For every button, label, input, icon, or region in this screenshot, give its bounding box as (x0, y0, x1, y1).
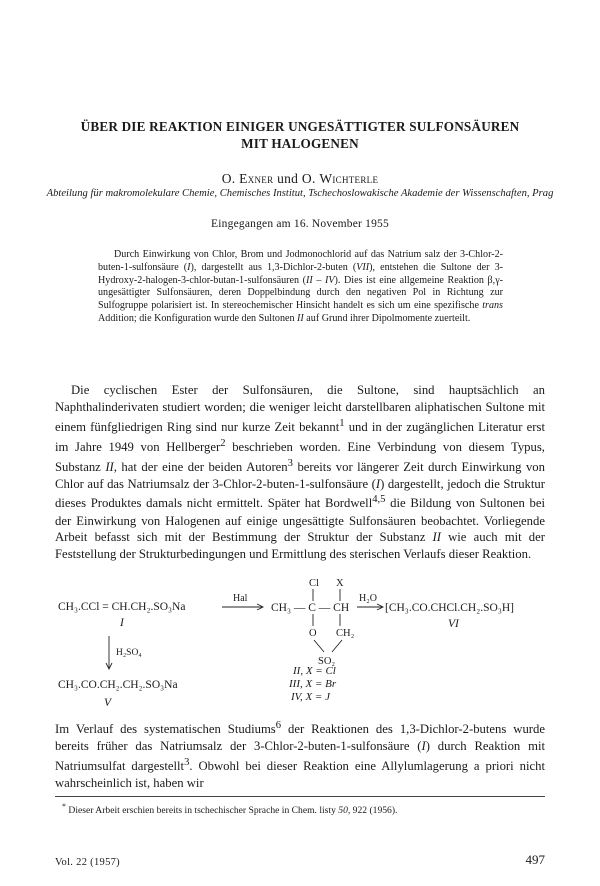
continuation-paragraph (55, 718, 545, 792)
compound-I-label: I (120, 617, 124, 629)
compound-I-formula: CH₃.CCl = CH.CH₂.SO₃Na (58, 601, 186, 613)
abstract-compound-ref: II (297, 312, 304, 324)
sultone-IV-key: IV, X = J (291, 691, 330, 703)
compound-V-label: V (104, 697, 112, 709)
author-conjunction: und (273, 171, 302, 186)
footnote-mark: * (62, 802, 66, 811)
body-text: ) dargestellt, jedoch die Struktur dieses Produktes damals nicht ermittelt. Später hat Bordwell (55, 476, 545, 511)
article-title (40, 118, 560, 152)
page-number: 497 (525, 852, 545, 867)
abstract-compound-ref: I (187, 261, 191, 273)
abstract-text: ), entstehen die Sultone der 3-Hydroxy-2-halogen-3-chlor-butan-1-sulfonsäuren ( (98, 261, 503, 286)
footnote (62, 801, 542, 817)
body-text: ) durch Reaktion mit Natriumsulfat dargestellt (55, 739, 545, 774)
author-2-name: Wichterle (319, 171, 379, 186)
abstract-compound-ref: VII (356, 261, 370, 273)
bond-ch2-s (332, 640, 342, 652)
reagent-water: H₂O (359, 593, 377, 604)
ring-cl-substituent: Cl (309, 578, 319, 589)
reaction-scheme (0, 570, 600, 715)
compound-VI-label: VI (448, 618, 459, 630)
abstract-trans-term: trans (482, 300, 503, 312)
body-text: bereits vor längerer Zeit durch Einwirkung von Chlor auf das Natriumsalz der 3-Chlor-2-buten-1-sulfonsäure ( (55, 459, 545, 491)
journal-volume: Vol. 22 (1957) (55, 857, 120, 868)
reagent-hal: Hal (233, 593, 248, 604)
compound-V-formula: CH₃.CO.CH₂.CH₂.SO₃Na (58, 679, 178, 691)
abstract-text: Durch Einwirkung von Chlor, Brom und Jodmonochlorid auf das Natrium salz der 3-Chlor-2-buten-1-sulfonsäure ( (98, 249, 503, 273)
body-text: wie auch mit der Feststellung der Strukturbedingungen und Ermittlung des sterischen Verlaufs dieser Reaktion. (55, 530, 545, 562)
footnote-volume: 50 (338, 805, 348, 817)
abstract-text: auf Grund ihrer Dipolmomente zuerteilt. (303, 312, 471, 324)
reference-mark: 4,5 (372, 494, 386, 506)
author-1-initial: O. (221, 171, 240, 186)
compound-ref: II (105, 459, 114, 474)
body-text: und in der zugänglichen Literatur erst im Jahre 1949 von Hellberger (55, 419, 545, 454)
reference-mark: 2 (220, 437, 226, 449)
abstract-text: ), dargestellt aus 1,3-Dichlor-2-buten ( (190, 261, 357, 273)
reference-mark: 3 (287, 457, 293, 469)
reference-mark: 3 (184, 756, 190, 768)
body-text: . Obwohl bei dieser Reaktion eine Allylumlagerung a priori nicht wahrscheinlich ist, haben wir (55, 759, 546, 790)
abstract-text: Addition; die Konfiguration wurde den Sultonen (98, 312, 298, 324)
ring-methylene: CH₂ (336, 628, 355, 639)
abstract-text: ). Dies ist eine allgemeine Reaktion β,γ-ungesättigter Sulfonsäuren, deren Doppelbindung durch den negativen Pol in Richtung zur Sulfogruppe polarisiert ist. In stereochemischer Hinsicht handelt es sich um eine spezifische (98, 274, 504, 312)
sultone-II-key: II, X = Cl (293, 665, 336, 677)
ring-x-substituent: X (336, 578, 344, 589)
reference-mark: 6 (275, 720, 282, 731)
author-line (40, 171, 560, 187)
author-2-initial: O. (301, 171, 320, 186)
bond-o-s (314, 640, 324, 652)
author-1-name: Exner (239, 171, 274, 186)
intro-paragraph (55, 382, 545, 563)
title-line-1: ÜBER DIE REAKTION EINIGER UNGESÄTTIGTER SULFONSÄUREN (80, 119, 520, 134)
ring-carbon-chain: CH₃ — C — CH (271, 602, 350, 614)
body-text: , hat der eine der beiden Autoren (113, 459, 288, 474)
title-line-2: MIT HALOGENEN (241, 136, 359, 151)
body-text: beschrieben worden. Eine Verbindung von diesem Typus, Substanz (55, 439, 545, 474)
footnote-text: Dieser Arbeit erschien bereits in tschechischer Sprache in Chem. listy (66, 805, 339, 817)
body-text: Im Verlauf des systematischen Studiums (55, 722, 276, 737)
received-date: Eingegangen am 16. November 1955 (211, 218, 389, 230)
abstract (98, 249, 503, 326)
compound-VI-formula: [CH₃.CO.CHCl.CH₂.SO₃H] (385, 602, 514, 614)
body-text: Die cyclischen Ester der Sulfonsäuren, die Sultone, sind hauptsächlich an Naphthalinderivaten studiert worden; die weniger leicht darstellbaren aliphatischen Sultone mit einem fünfgliedrigen Ring sind nur kurze Zeit bekannt (55, 383, 545, 434)
footnote-text: , 922 (1956). (347, 805, 398, 817)
affiliation: Abteilung für makromolekulare Chemie, Chemisches Institut, Tschechoslowakische Akademie der Wissenschaften, Prag (46, 188, 554, 199)
reagent-acid: H₂SO₄ (116, 648, 142, 658)
footnote-divider (55, 796, 545, 797)
ring-oxygen: O (309, 628, 317, 639)
reference-mark: 1 (339, 417, 345, 429)
sultone-III-key: III, X = Br (289, 678, 337, 690)
compound-ref: II (432, 530, 441, 545)
body-text: der Reaktionen des 1,3-Dichlor-2-butens wurde bereits früher das Natriumsalz der 3-Chlor-2-buten-1-sulfonsäure ( (55, 722, 545, 754)
body-text: die Bildung von Sultonen bei der Einwirkung von Halogenen auf einige ungesättigte Sulfonsäuren beobachtet. Vorliegende Arbeit befasst sich mit der Bestimmung der Struktur der Substanz (55, 496, 545, 545)
abstract-compound-ref: II – IV (306, 274, 335, 286)
compound-ref: I (421, 739, 426, 754)
compound-ref: I (375, 476, 381, 491)
ring-sulfonyl: SO₂ (318, 656, 336, 667)
